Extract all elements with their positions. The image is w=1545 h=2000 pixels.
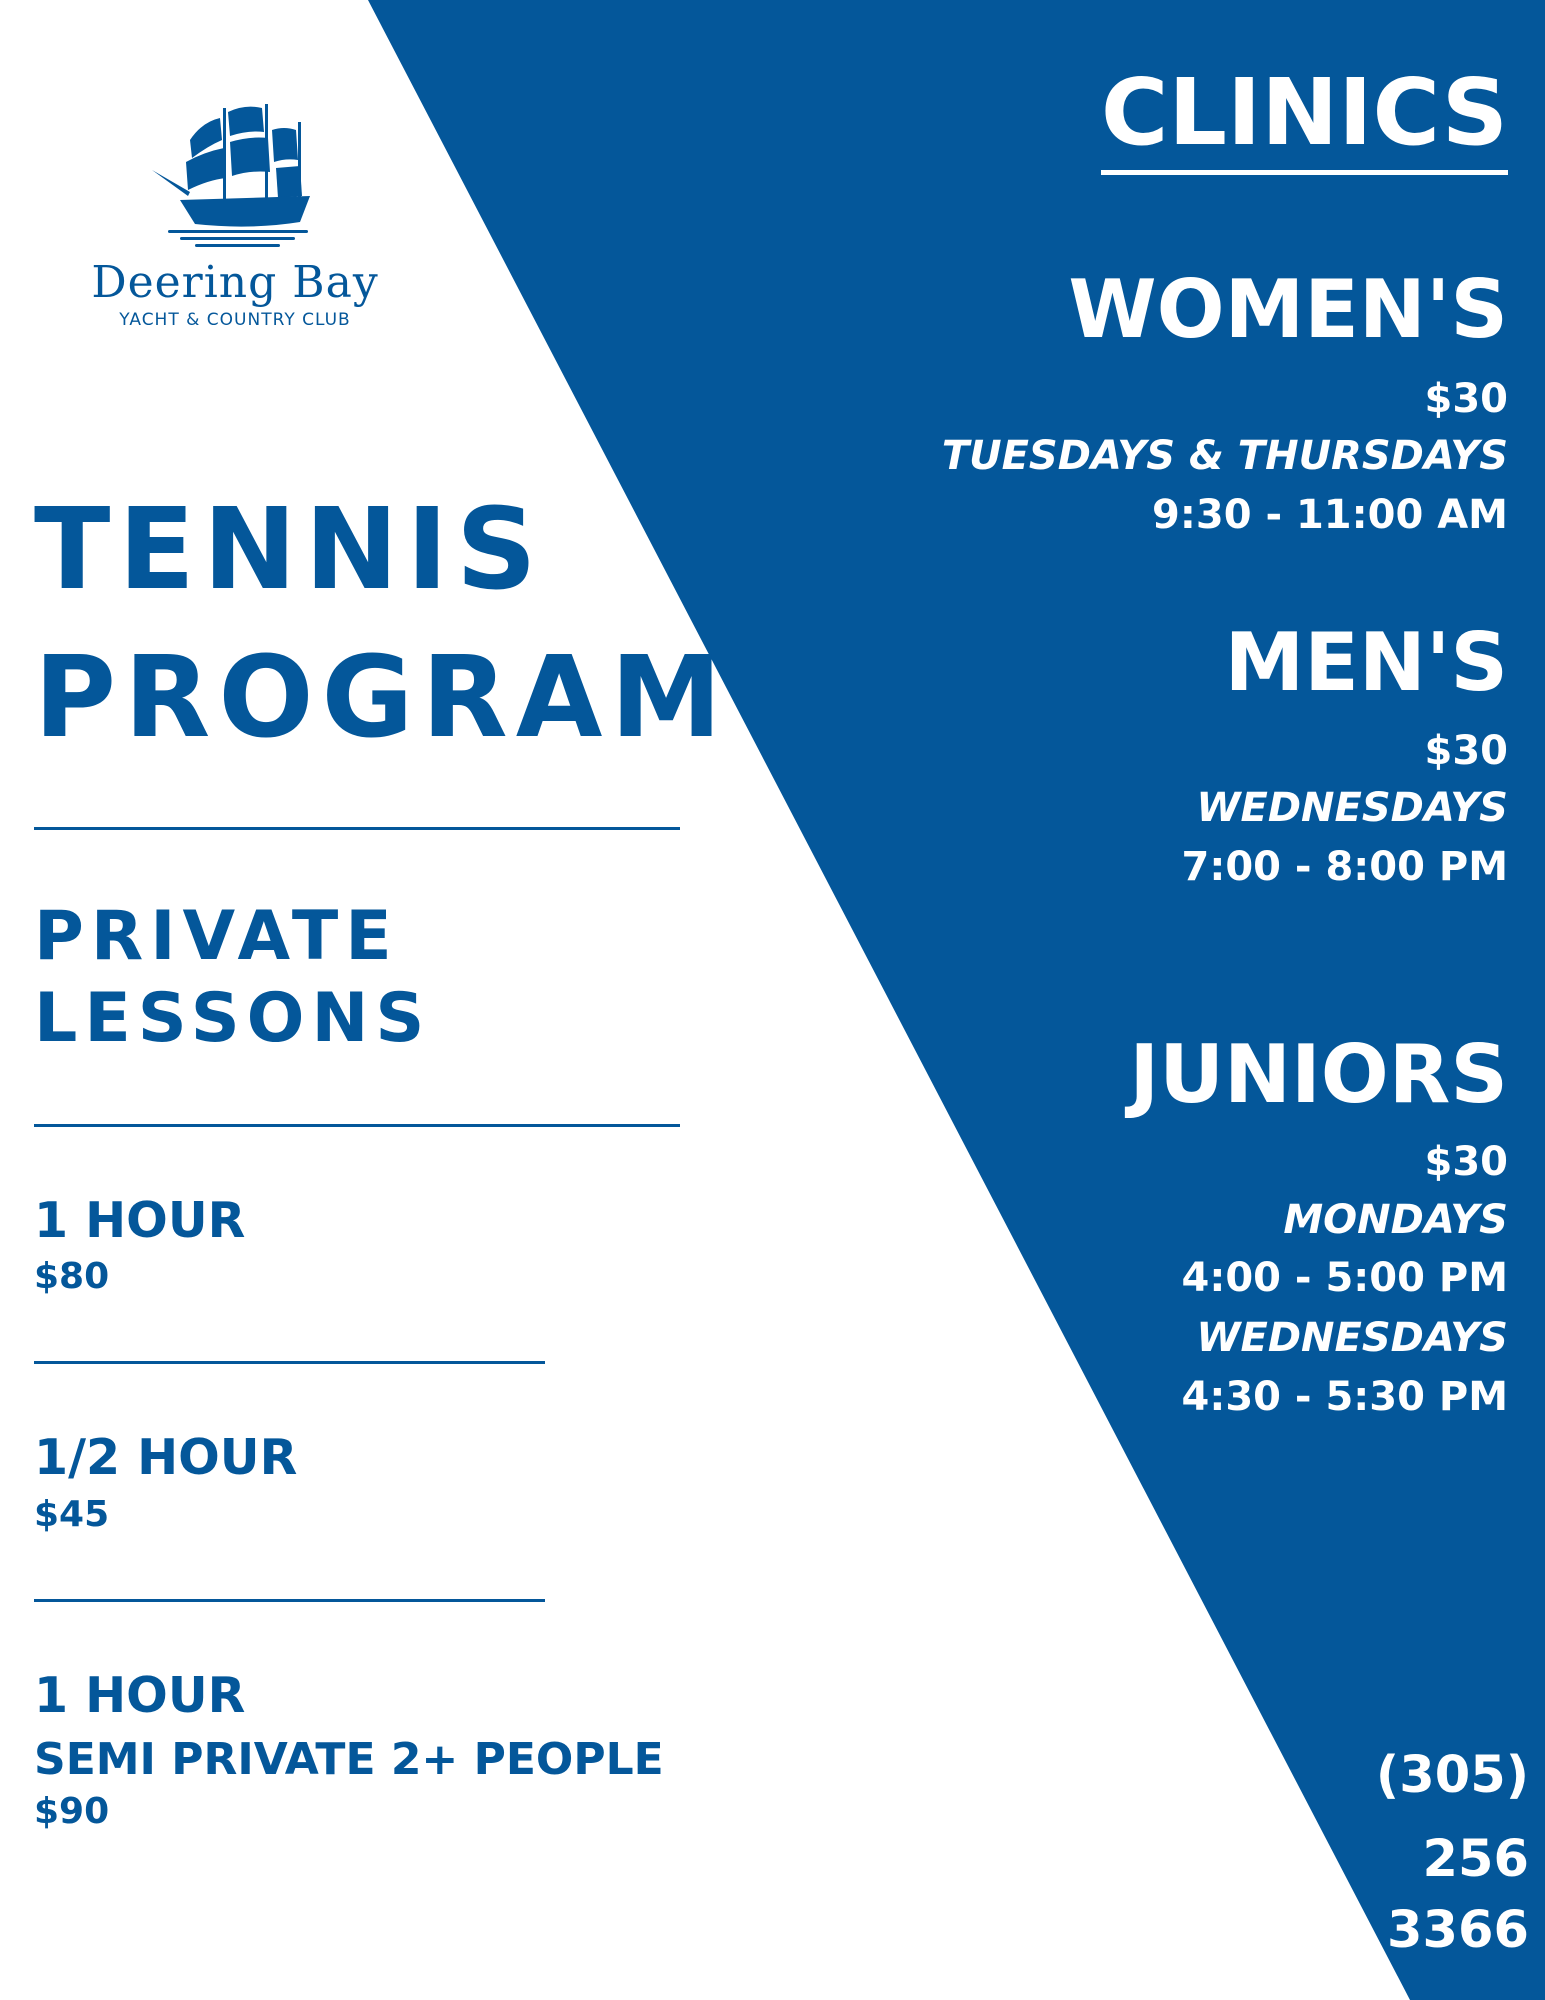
clinic-title-juniors: JUNIORS [1129,1028,1508,1121]
divider [34,1599,545,1602]
phone-line-1: (305) [1375,1746,1529,1805]
title-line-2: PROGRAM [34,633,730,763]
sailing-ship-icon [150,100,320,250]
clinic-price: $30 [1424,376,1508,422]
club-name: Deering Bay [91,257,379,308]
clinics-heading: CLINICS [1101,58,1508,175]
lesson-price: $80 [34,1256,110,1297]
lesson-price: $90 [34,1791,110,1832]
clinic-days: WEDNESDAYS [1196,785,1508,831]
divider [34,827,680,830]
divider [34,1361,545,1364]
clinic-days: TUESDAYS & THURSDAYS [941,433,1508,479]
lesson-detail: SEMI PRIVATE 2+ PEOPLE [34,1734,664,1785]
clinic-days: WEDNESDAYS [1196,1315,1508,1361]
lesson-duration: 1 HOUR [34,1192,246,1249]
phone-line-3: 3366 [1387,1901,1529,1960]
clinic-time: 9:30 - 11:00 AM [1152,492,1508,538]
club-subtitle: YACHT & COUNTRY CLUB [119,310,351,330]
clinic-title-womens: WOMEN'S [1068,263,1508,356]
clinic-time: 7:00 - 8:00 PM [1181,844,1508,890]
divider [34,1124,680,1127]
clinic-price: $30 [1424,1139,1508,1185]
clinic-time: 4:00 - 5:00 PM [1181,1255,1508,1301]
clinic-time: 4:30 - 5:30 PM [1181,1374,1508,1420]
lesson-price: $45 [34,1494,110,1535]
club-logo [60,100,410,330]
section-title-line-1: PRIVATE [34,897,399,976]
clinic-title-mens: MEN'S [1224,616,1508,709]
phone-line-2: 256 [1422,1830,1529,1889]
section-title-line-2: LESSONS [34,979,432,1058]
title-line-1: TENNIS [34,485,545,615]
clinic-price: $30 [1424,728,1508,774]
lesson-duration: 1 HOUR [34,1667,246,1724]
clinic-days: MONDAYS [1283,1197,1508,1243]
lesson-duration: 1/2 HOUR [34,1429,298,1486]
